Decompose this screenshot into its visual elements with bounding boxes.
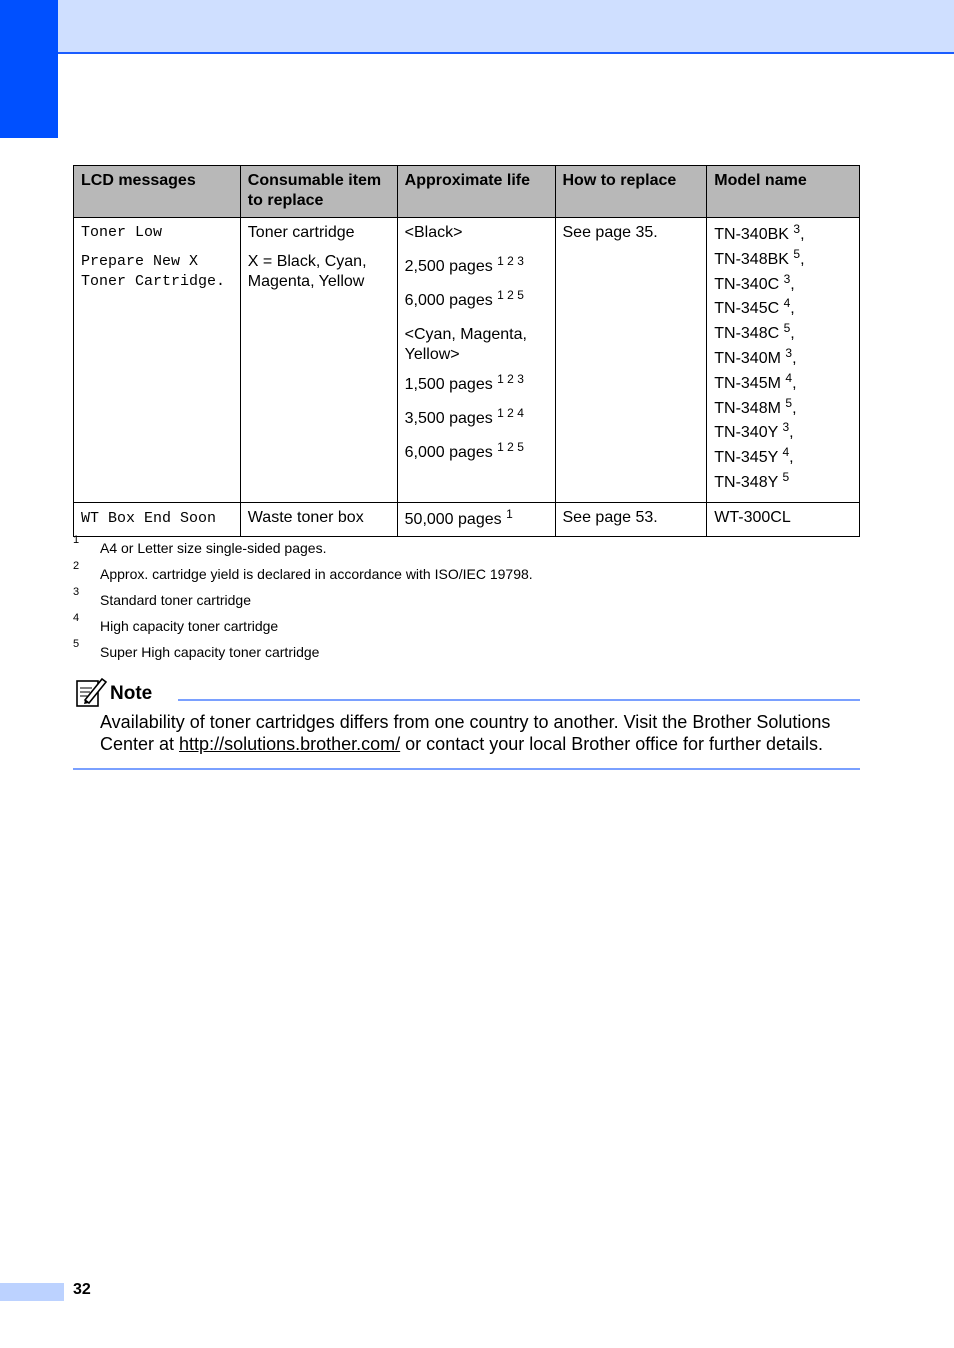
consumables-table [73,165,860,537]
item-text: Toner cartridge [247,224,355,241]
page-reference: See page 35. [562,224,658,241]
life-line [404,254,548,277]
footnote-ref: 5 [782,469,790,484]
life-text: 3,500 pages [404,410,493,427]
footnote-number: 1 [73,534,80,546]
footnote [73,638,863,668]
model-name: TN-345Y [714,449,778,467]
header-band [58,0,954,54]
cell-model [707,502,860,536]
footnote [73,534,863,564]
life-line [404,406,548,429]
footnote-ref: 4 [783,296,791,311]
note-text-after: or contact your local Brother office for further details. [400,734,824,754]
model-name: TN-345M [714,374,781,392]
footnote [73,612,863,642]
header-consumable-item: Consumable item to replace [240,166,397,218]
life-line [404,288,548,311]
footnote-number: 4 [73,612,80,624]
model-item [714,421,852,446]
chapter-tab [0,0,58,138]
model-item [714,248,852,273]
cell-lcd [74,218,241,503]
page-number: 32 [73,1281,91,1298]
model-name: TN-345C [714,300,780,318]
life-line [404,440,548,463]
model-item [714,322,852,347]
footnote-text: High capacity toner cartridge [100,618,279,634]
footnote-ref: 3 [783,271,791,286]
model-name: TN-340Y [714,424,778,442]
life-text: 2,500 pages [404,258,493,275]
model-separator: , [792,374,797,392]
model-separator: , [800,226,805,243]
footnote-ref: 1 2 3 [497,254,524,268]
cell-lcd [74,502,241,536]
model-separator: , [792,349,797,367]
footnote-number: 2 [73,560,80,572]
footnote-ref: 4 [782,445,790,460]
model-separator: , [790,325,795,343]
footnote-text: A4 or Letter size single-sided pages. [100,540,327,556]
life-line [405,223,548,243]
life-line [405,325,548,365]
model-item [714,397,852,422]
brother-solutions-link[interactable]: http://solutions.brother.com/ [179,734,401,754]
footnote-number: 5 [73,638,80,650]
lcd-message: Prepare New X Toner Cartridge. [81,253,226,290]
footnote-ref: 3 [782,420,790,435]
header-approximate-life: Approximate life [397,166,555,218]
footnote-text: Super High capacity toner cartridge [100,644,320,660]
page-number-bar [0,1283,64,1301]
header-model-name: Model name [707,166,860,218]
cell-how-to-replace [555,502,707,536]
header-lcd-messages: LCD messages [74,166,241,218]
life-text: 50,000 pages [404,510,502,528]
item-text: Waste toner box [247,508,364,526]
note-text-before: Availability of toner cartridges differs from one country to another. Visit the Brother Solutions Center at [100,712,831,754]
footnote-ref: 3 [785,345,793,360]
model-name: TN-348Y [714,473,778,491]
cell-model [707,218,860,503]
model-separator: , [789,424,794,442]
footnote-ref: 5 [783,321,791,336]
model-name: WT-300CL [714,508,791,526]
page-reference: See page 53. [562,508,658,526]
table-row-waste-toner [74,502,860,536]
cell-life [397,502,555,536]
model-name: TN-340C [714,275,780,293]
model-separator: , [790,300,795,318]
footnote-text: Standard toner cartridge [100,592,251,608]
model-separator: , [789,449,794,467]
model-separator: , [792,399,797,417]
footnote-text: Approx. cartridge yield is declared in accordance with ISO/IEC 19798. [100,566,533,582]
cell-item [240,218,397,503]
note-text [100,711,860,755]
life-text: 6,000 pages [404,292,493,309]
lcd-message: WT Box End Soon [81,509,217,527]
footnote-ref: 3 [793,222,801,236]
table-row-toner [74,218,860,503]
life-text: 6,000 pages [404,444,493,461]
header-how-to-replace: How to replace [555,166,707,218]
model-separator: , [800,250,805,268]
footnote-ref: 5 [793,246,801,261]
lcd-message: Toner Low [81,224,163,241]
model-name: TN-348M [714,399,781,417]
footnote-ref: 1 2 5 [497,440,524,454]
model-item [714,471,852,496]
model-item [714,372,852,397]
model-item [714,223,852,248]
model-name: TN-340M [714,349,781,367]
footnote-number: 3 [73,586,80,598]
item-text: X = Black, Cyan, Magenta, Yellow [247,253,367,290]
footnote-ref: 5 [785,395,793,410]
life-text: 1,500 pages [404,376,493,393]
footnote-ref: 1 2 3 [497,372,524,386]
cell-how-to-replace [555,218,707,503]
note-pencil-icon [75,676,107,708]
life-line [404,372,548,395]
footnote-ref: 1 2 4 [497,406,524,420]
life-text: <Black> [404,224,463,241]
footnotes [73,534,863,668]
table-header-row [74,166,860,218]
model-item [714,297,852,322]
model-separator: , [790,275,795,293]
cell-item [240,502,397,536]
model-name: TN-348C [714,325,780,343]
note-divider [178,699,860,701]
footnote-ref: 1 2 5 [497,288,524,302]
model-name: TN-348BK [714,250,789,268]
footnote-ref: 1 [506,506,513,521]
model-item [714,273,852,298]
model-item [714,347,852,372]
footnote-ref: 4 [785,370,793,385]
life-text: <Cyan, Magenta, Yellow> [404,326,527,363]
model-name: TN-340BK [714,226,789,243]
footnote [73,560,863,590]
cell-life [397,218,555,503]
footnote [73,586,863,616]
note-box [73,676,860,770]
model-item [714,446,852,471]
note-title: Note [110,683,153,704]
